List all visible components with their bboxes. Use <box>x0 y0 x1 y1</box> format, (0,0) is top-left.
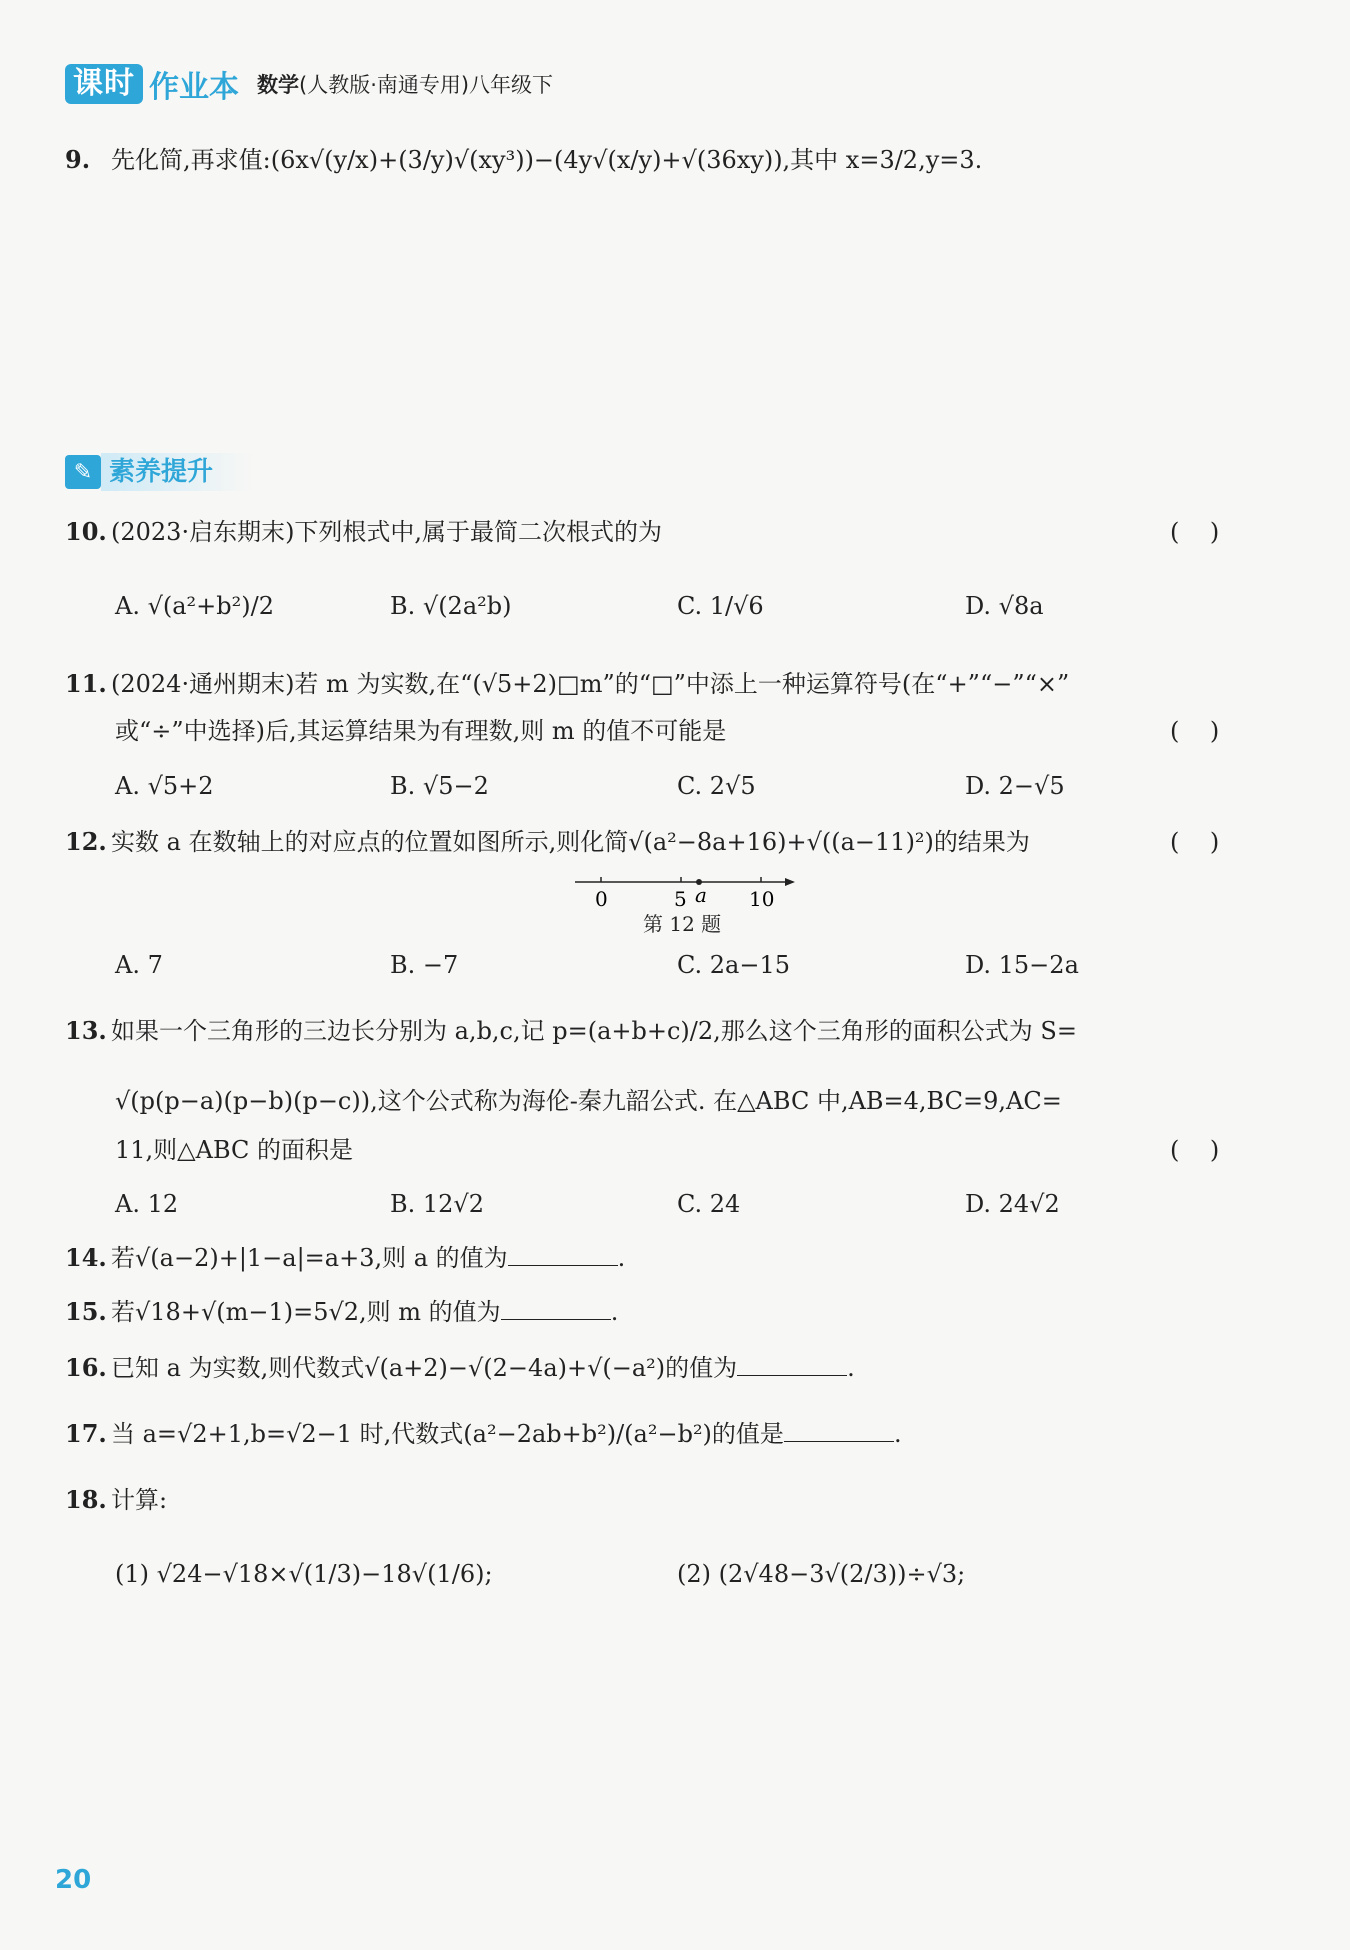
question-9: 9. 先化简,再求值:(6x√(y/x)+(3/y)√(xy³))−(4y√(x/y)+√(36xy)),其中 x=3/2,y=3. <box>65 145 983 174</box>
brand-name: 作业本 <box>149 70 239 105</box>
answer-blank-17[interactable] <box>784 1419 894 1442</box>
tick-label-5: 5 <box>674 887 687 911</box>
question-13-line3: 11,则△ABC 的面积是 <box>115 1136 354 1164</box>
option-13-a: A. 12 <box>115 1190 179 1218</box>
answer-paren-13: ( ) <box>1170 1136 1220 1164</box>
question-11: 11. (2024·通州期末)若 m 为实数,在“(√5+2)□m”的“□”中添上一种运算符号(在“+”“−”“×” <box>65 669 1070 698</box>
option-13-b: B. 12√2 <box>390 1190 484 1218</box>
option-11-c: C. 2√5 <box>677 772 756 800</box>
option-13-c: C. 24 <box>677 1190 741 1218</box>
option-12-a: A. 7 <box>115 951 163 979</box>
brand-logo: 课时 <box>65 64 143 104</box>
question-15: 15. 若√18+√(m−1)=5√2,则 m 的值为 . <box>65 1297 619 1326</box>
tick-label-10: 10 <box>749 887 775 911</box>
option-12-b: B. −7 <box>390 951 459 979</box>
question-12: 12. 实数 a 在数轴上的对应点的位置如图所示,则化简√(a²−8a+16)+√((a−11)²)的结果为 <box>65 827 1030 856</box>
option-10-d: D. √8a <box>965 592 1044 620</box>
figure-caption-12: 第 12 题 <box>643 912 722 936</box>
answer-blank-15[interactable] <box>501 1297 611 1320</box>
answer-blank-16[interactable] <box>737 1353 847 1376</box>
option-11-d: D. 2−√5 <box>965 772 1065 800</box>
section-title: 素养提升 <box>101 453 253 491</box>
question-14: 14. 若√(a−2)+|1−a|=a+3,则 a 的值为 . <box>65 1243 626 1272</box>
number-line-arrow <box>785 878 795 886</box>
section-header <box>65 452 253 492</box>
option-11-a: A. √5+2 <box>115 772 214 800</box>
pencil-icon: ✎ <box>65 455 101 489</box>
question-18: 18. 计算: <box>65 1485 168 1514</box>
answer-blank-14[interactable] <box>508 1243 618 1266</box>
question-16: 16. 已知 a 为实数,则代数式√(a+2)−√(2−4a)+√(−a²)的值为 . <box>65 1353 855 1382</box>
answer-paren-11: ( ) <box>1170 717 1220 745</box>
option-10-a: A. √(a²+b²)/2 <box>115 592 274 620</box>
question-18-part-1: (1) √24−√18×√(1/3)−18√(1/6); <box>115 1560 493 1588</box>
option-12-d: D. 15−2a <box>965 951 1079 979</box>
option-12-c: C. 2a−15 <box>677 951 790 979</box>
tick-label-0: 0 <box>595 887 608 911</box>
book-info: 数学(人教版·南通专用)八年级下 <box>257 73 554 97</box>
question-13: 13. 如果一个三角形的三边长分别为 a,b,c,记 p=(a+b+c)/2,那么这个三角形的面积公式为 S= <box>65 1016 1077 1045</box>
point-label-a: a <box>695 883 707 907</box>
question-10: 10. (2023·启东期末)下列根式中,属于最简二次根式的为 <box>65 517 663 546</box>
question-17: 17. 当 a=√2+1,b=√2−1 时,代数式(a²−2ab+b²)/(a²−b²)的值是 . <box>65 1419 902 1448</box>
option-10-b: B. √(2a²b) <box>390 592 512 620</box>
question-9-text: 先化简,再求值:(6x√(y/x)+(3/y)√(xy³))−(4y√(x/y)+√(36xy)),其中 x=3/2,y=3. <box>111 146 983 174</box>
option-13-d: D. 24√2 <box>965 1190 1060 1218</box>
header <box>65 64 553 104</box>
answer-paren-10: ( ) <box>1170 518 1220 546</box>
option-10-c: C. 1/√6 <box>677 592 764 620</box>
page-number: 20 <box>55 1865 92 1895</box>
question-11-line2: 或“÷”中选择)后,其运算结果为有理数,则 m 的值不可能是 <box>115 717 727 745</box>
option-11-b: B. √5−2 <box>390 772 489 800</box>
question-18-part-2: (2) (2√48−3√(2/3))÷√3; <box>677 1560 966 1588</box>
answer-paren-12: ( ) <box>1170 828 1220 856</box>
number-line-figure <box>565 872 805 912</box>
question-13-line2: √(p(p−a)(p−b)(p−c)),这个公式称为海伦-秦九韶公式. 在△ABC 中,AB=4,BC=9,AC= <box>115 1087 1062 1115</box>
